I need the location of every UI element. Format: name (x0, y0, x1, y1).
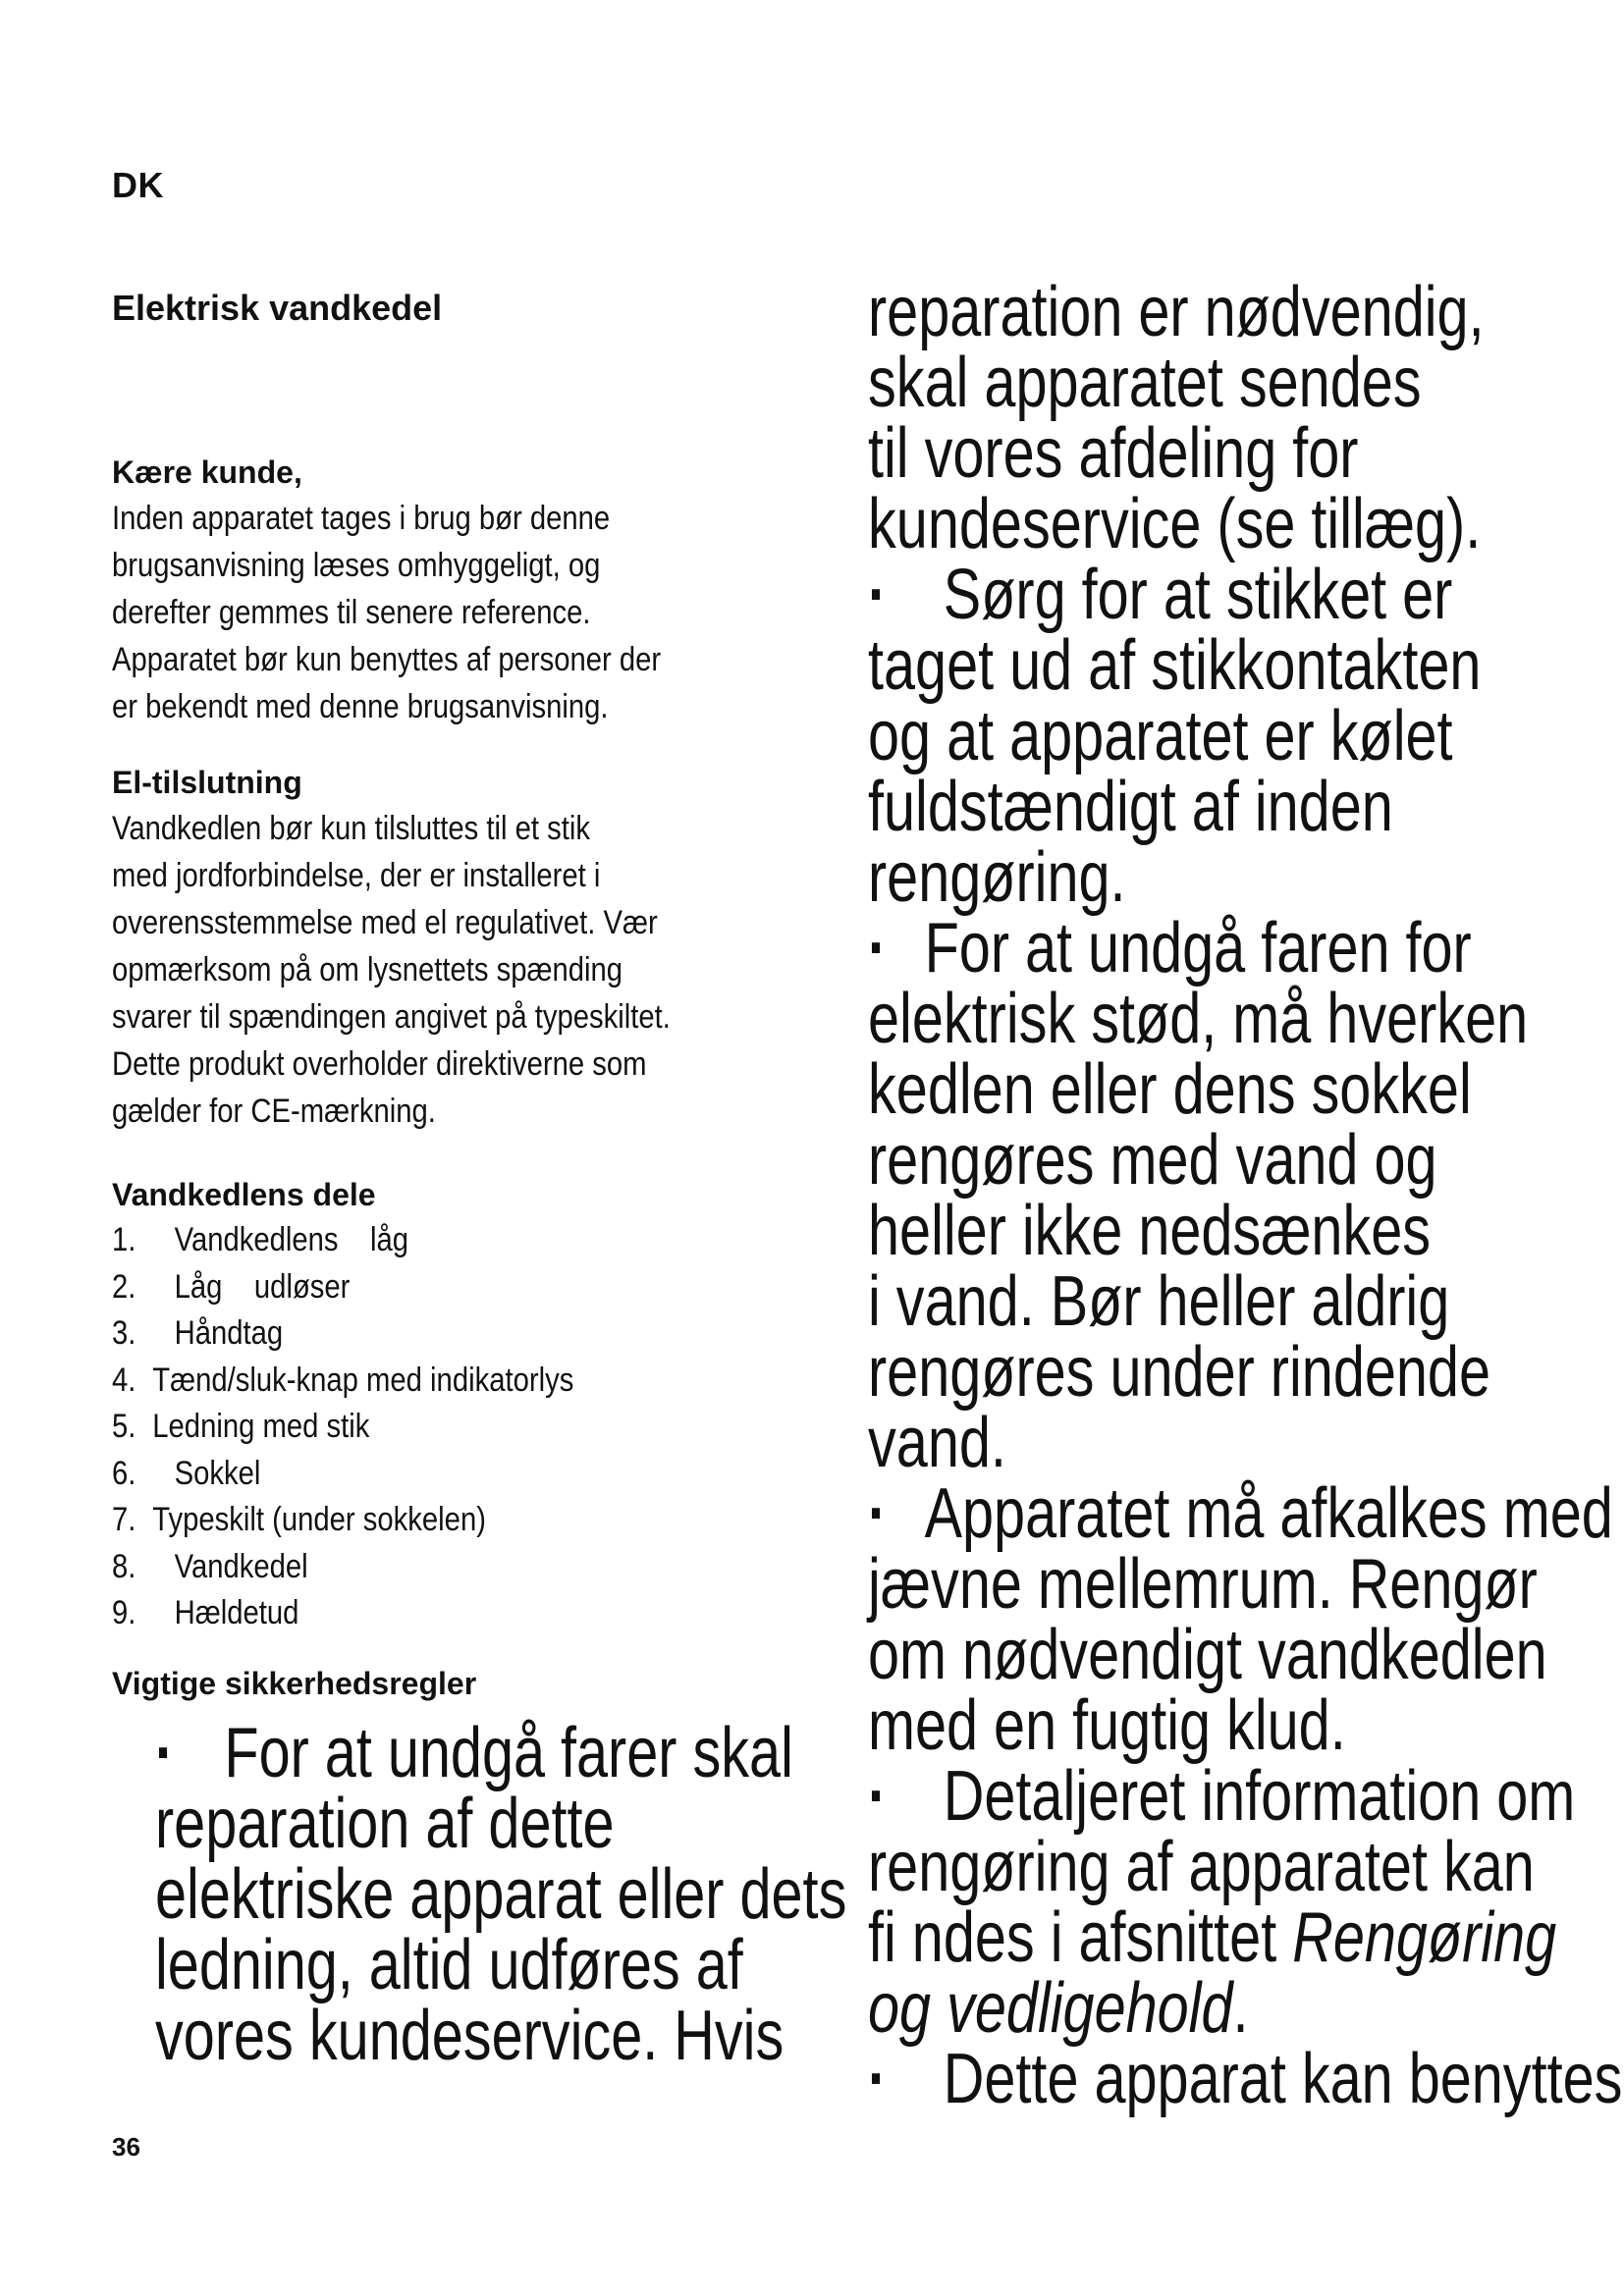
text-line: Dette produkt overholder direktiverne som (112, 1045, 647, 1083)
text-line: Apparatet må afkalkes med (924, 1474, 1613, 1553)
parts-section (112, 1172, 819, 1637)
page-number: 36 (112, 2132, 140, 2162)
text-line: opmærksom på om lysnettets spænding (112, 951, 623, 988)
text-line: til vores afdeling for (868, 414, 1359, 493)
text-line: ledning, altid udføres af (155, 1925, 743, 2004)
bullet-dot: · (868, 909, 888, 988)
text-line: vores kundeservice. Hvis (155, 1996, 785, 2075)
list-item (112, 1544, 771, 1591)
item-number: 1. (112, 1221, 136, 1258)
text-line: rengøring af apparatet kan (868, 1828, 1535, 1906)
salutation-section (112, 450, 819, 730)
bullet-line (868, 1757, 1591, 1836)
item-text: Låg udløser (174, 1267, 351, 1306)
text-line: Inden apparatet tages i brug bør denne (112, 500, 611, 537)
item-text: Håndtag (174, 1314, 284, 1352)
text-line: Detaljeret information om (943, 1757, 1576, 1836)
text-line: Apparatet bør kun benyttes af personer der (112, 641, 662, 678)
left-column (112, 285, 847, 2075)
salutation-heading: Kære kunde, (112, 454, 302, 490)
text-line (868, 1969, 1591, 2048)
item-text: Tænd/sluk-knap med indikatorlys (152, 1361, 574, 1399)
text-line: og at apparatet er kølet (868, 697, 1453, 775)
text-line: rengøring. (868, 838, 1126, 917)
el-connection-section (112, 760, 819, 1135)
text-line: For at undgå farer skal (224, 1713, 793, 1792)
text-line: Sørg for at stikket er (943, 556, 1453, 634)
el-connection-heading: El-tilslutning (112, 765, 302, 800)
item-number: 3. (112, 1314, 136, 1352)
item-text: Ledning med stik (152, 1408, 370, 1445)
item-number: 6. (112, 1454, 136, 1492)
list-item (112, 1264, 771, 1311)
text-line: overensstemmelse med el regulativet. Vær (112, 904, 658, 941)
salutation-body (112, 495, 771, 730)
item-text: Vandkedlens låg (174, 1221, 409, 1258)
text-line: skal apparatet sendes (868, 344, 1422, 422)
item-number: 9. (112, 1594, 136, 1631)
list-item (112, 1358, 771, 1405)
text-line: Dette apparat kan benyttes (943, 2040, 1623, 2118)
safety-heading: Vigtige sikkerhedsregler (112, 1665, 477, 1701)
reference-section-title: Rengøring (1292, 1898, 1557, 1977)
bullet-line (868, 2040, 1623, 2118)
text-line: Vandkedlen bør kun tilsluttes til et stik (112, 810, 591, 847)
parts-list (112, 1217, 771, 1637)
text-line: elektrisk stød, må hverken (868, 980, 1529, 1058)
text-line: fuldstændigt af inden (868, 768, 1393, 846)
item-text: Typeskilt (under sokkelen) (152, 1501, 486, 1538)
item-text: Vandkedel (174, 1547, 308, 1585)
item-number: 7. (112, 1501, 136, 1538)
right-column (868, 273, 1623, 2118)
el-connection-body (112, 805, 771, 1135)
text-line: taget ud af stikkontakten (868, 626, 1482, 705)
bullet-line (868, 909, 1591, 988)
text-line: svarer til spændingen angivet på typeskiltet. (112, 998, 671, 1036)
bullet-line (868, 1474, 1613, 1553)
text-line: jævne mellemrum. Rengør (868, 1545, 1538, 1624)
parts-heading: Vandkedlens dele (112, 1177, 376, 1212)
bullet-dot: · (868, 2040, 888, 2118)
item-number: 8. (112, 1547, 136, 1585)
text-line: med en fugtig klud. (868, 1686, 1346, 1765)
text-line: kundeservice (se tillæg). (868, 485, 1482, 563)
text-line: i vand. Bør heller aldrig (868, 1262, 1450, 1341)
reference-section-title-cont: og vedligehold (868, 1969, 1233, 2048)
language-code: DK (112, 165, 164, 205)
text-line: heller ikke nedsænkes (868, 1192, 1432, 1270)
bullet-dot: · (868, 1474, 888, 1553)
text-line: gælder for CE-mærkning. (112, 1093, 436, 1130)
text-line: reparation er nødvendig, (868, 273, 1485, 351)
text-line: For at undgå faren for (924, 909, 1472, 988)
reference-prefix: fi ndes i afsnittet (868, 1898, 1293, 1977)
text-line: vand. (868, 1404, 1006, 1482)
bullet-dot: · (868, 1757, 888, 1836)
item-number: 5. (112, 1408, 136, 1445)
list-item (112, 1497, 771, 1544)
list-item (112, 1590, 771, 1637)
bullet-line (155, 1713, 862, 1792)
text-line: derefter gemmes til senere reference. (112, 594, 591, 631)
list-item (112, 1404, 771, 1451)
text-line (868, 1898, 1591, 1977)
text-line: om nødvendigt vandkedlen (868, 1616, 1547, 1694)
text-line: elektriske apparat eller dets (155, 1854, 847, 1934)
text-line: er bekendt med denne brugsanvisning. (112, 688, 609, 725)
text-line: brugsanvisning læses omhyggeligt, og (112, 547, 601, 584)
list-item (112, 1217, 771, 1264)
text-line: med jordforbindelse, der er installeret i (112, 857, 601, 894)
item-text: Sokkel (174, 1454, 261, 1492)
text-line: rengøres under rindende (868, 1333, 1490, 1412)
bullet-line (868, 556, 1591, 634)
item-number: 2. (112, 1267, 136, 1306)
bullet-dot: · (868, 556, 888, 634)
text-line: kedlen eller dens sokkel (868, 1050, 1472, 1129)
text-line: reparation af dette (155, 1784, 615, 1863)
document-title: Elektrisk vandkedel (112, 288, 443, 328)
item-text: Hældetud (174, 1594, 299, 1631)
bullet-dot: · (155, 1713, 175, 1792)
safety-section (112, 1661, 847, 2075)
item-number: 4. (112, 1361, 136, 1399)
reference-suffix: . (1232, 1969, 1249, 2048)
list-item (112, 1451, 771, 1498)
safety-text (155, 1713, 862, 2075)
list-item (112, 1310, 771, 1358)
text-line: rengøres med vand og (868, 1121, 1437, 1200)
